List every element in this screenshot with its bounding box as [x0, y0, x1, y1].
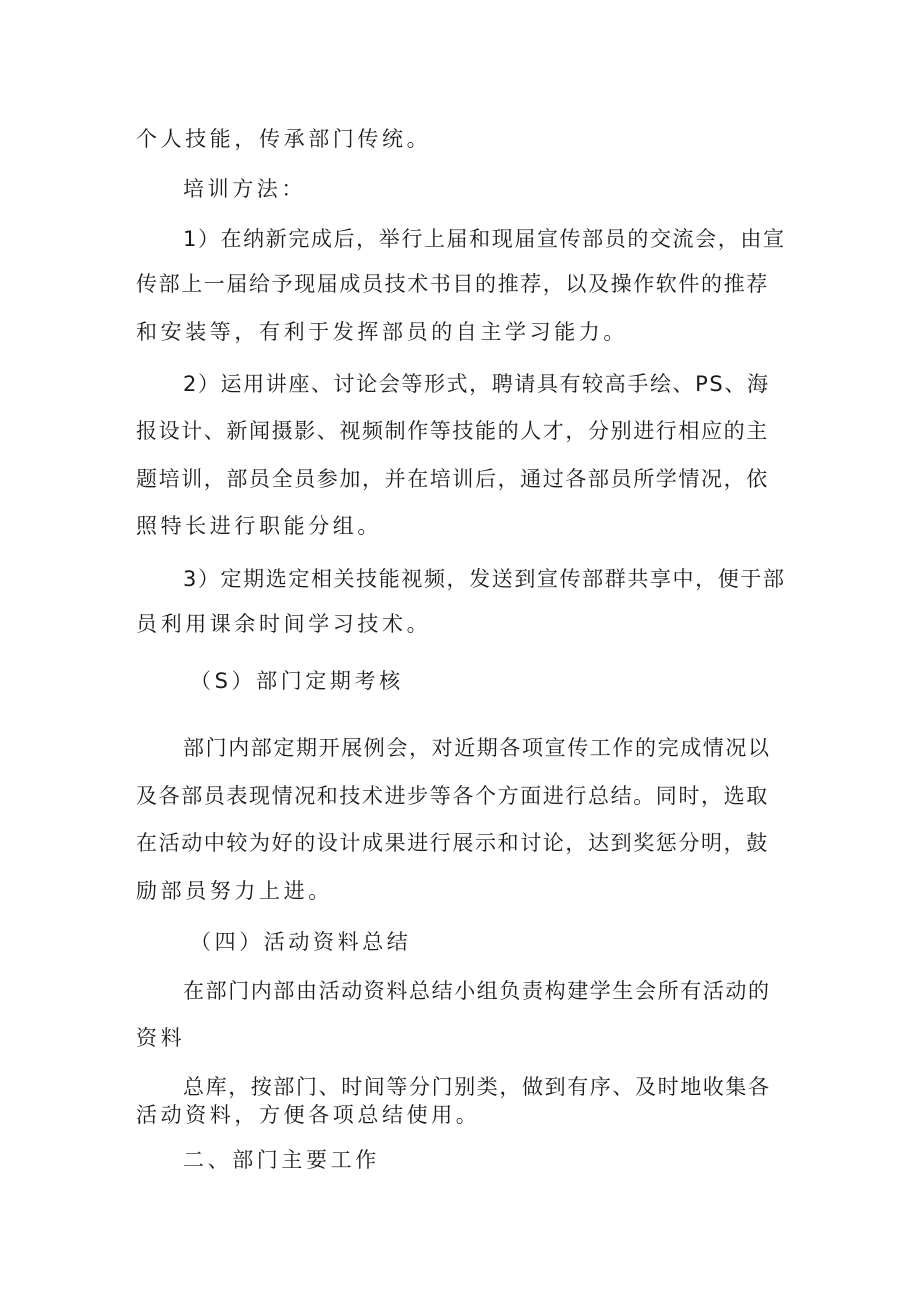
text-line: 活动资料，方便各项总结使用。: [136, 1103, 481, 1127]
text-line: 在活动中较为好的设计成果进行展示和讨论，达到奖惩分明，鼓: [136, 831, 769, 855]
text-line: 员利用课余时间学习技术。: [136, 612, 432, 636]
text-line: 题培训，部员全员参加，并在培训后，通过各部员所学情况，依: [136, 467, 769, 491]
text-line: 2）运用讲座、讨论会等形式，聘请具有较高手绘、PS、海: [183, 372, 770, 396]
text-line: 1）在纳新完成后，举行上届和现届宣传部员的交流会，由宣: [183, 227, 786, 251]
text-line: 及各部员表现情况和技术进步等各个方面进行总结。同时，选取: [136, 784, 769, 808]
text-line: 和安装等，有利于发挥部员的自主学习能力。: [136, 320, 628, 344]
section-heading: （四）活动资料总结: [190, 930, 412, 954]
text-line: 部门内部定期开展例会，对近期各项宣传工作的完成情况以: [183, 736, 771, 760]
text-line: 总库，按部门、时间等分门别类，做到有序、及时地收集各: [183, 1075, 771, 1099]
section-heading: 二、部门主要工作: [183, 1148, 380, 1172]
text-line: 个人技能，传承部门传统。: [136, 127, 432, 151]
section-heading: （S）部门定期考核: [190, 669, 404, 693]
text-line: 3）定期选定相关技能视频，发送到宣传部群共享中，便于部: [183, 567, 786, 591]
text-line: 培训方法：: [183, 177, 306, 201]
text-line: 报设计、新闻摄影、视频制作等技能的人才，分别进行相应的主: [136, 419, 769, 443]
text-line: 传部上一届给予现届成员技术书目的推荐，以及操作软件的推荐: [136, 272, 769, 296]
text-line: 资料: [136, 1026, 186, 1050]
text-line: 照特长进行职能分组。: [136, 514, 382, 538]
text-line: 励部员努力上进。: [136, 879, 333, 903]
text-line: 在部门内部由活动资料总结小组负责构建学生会所有活动的: [183, 979, 771, 1003]
